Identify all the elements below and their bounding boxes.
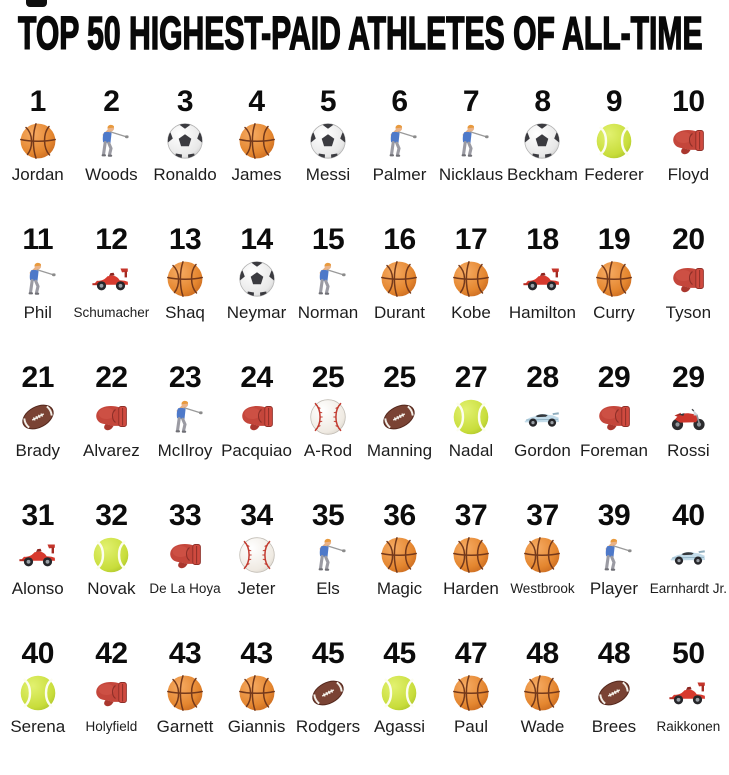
- athlete-name: Messi: [305, 165, 351, 184]
- athlete-name: Giannis: [227, 717, 286, 736]
- athlete-name: Pacquiao: [221, 441, 292, 460]
- athlete-rank: 28: [526, 361, 559, 394]
- athlete-rank: 4: [248, 85, 265, 118]
- athlete-cell: [2, 636, 73, 774]
- athlete-cell: [292, 360, 364, 498]
- athlete-cell: [435, 360, 506, 498]
- football-icon: [18, 397, 58, 437]
- athlete-name: Tyson: [665, 303, 712, 322]
- tennis-icon: [451, 397, 491, 437]
- soccer-icon: [165, 121, 205, 161]
- athlete-cell: [364, 498, 435, 636]
- athlete-name: Alvarez: [83, 441, 140, 460]
- athlete-name: Paul: [453, 717, 488, 736]
- athlete-cell: [578, 498, 650, 636]
- athletes-grid: [0, 72, 729, 774]
- athlete-name: Novak: [87, 579, 136, 598]
- athlete-rank: 3: [176, 85, 194, 118]
- basketball-icon: [522, 535, 562, 575]
- tennis-icon: [379, 673, 419, 713]
- athlete-rank: 12: [95, 223, 128, 256]
- athlete-rank: 48: [526, 637, 559, 670]
- basketball-icon: [379, 535, 419, 575]
- baseball-icon: [308, 397, 348, 437]
- athlete-name: Agassi: [373, 717, 425, 736]
- athlete-rank: 15: [311, 223, 345, 256]
- athlete-cell: [292, 84, 364, 222]
- athlete-name: Curry: [593, 303, 635, 322]
- basketball-icon: [451, 259, 491, 299]
- athlete-name: Nicklaus: [438, 165, 504, 184]
- basketball-icon: [451, 535, 491, 575]
- athlete-name: Brees: [591, 717, 637, 736]
- athlete-cell: [149, 636, 220, 774]
- athlete-cell: [2, 222, 73, 360]
- athlete-name: Earnhardt Jr.: [649, 581, 727, 596]
- athlete-cell: [73, 84, 149, 222]
- athlete-name: McIlroy: [157, 441, 213, 460]
- golfer-icon: [379, 121, 419, 161]
- basketball-icon: [594, 259, 634, 299]
- golfer-icon: [165, 397, 205, 437]
- athlete-rank: 35: [311, 499, 345, 532]
- athlete-rank: 43: [168, 637, 202, 670]
- athlete-cell: [507, 222, 578, 360]
- athlete-name: Gordon: [514, 441, 571, 460]
- athlete-rank: 36: [383, 499, 416, 532]
- athlete-rank: 48: [597, 637, 631, 670]
- athlete-name: Garnett: [156, 717, 214, 736]
- athlete-rank: 32: [95, 499, 128, 532]
- basketball-icon: [237, 673, 277, 713]
- boxing-glove-icon: [237, 397, 277, 437]
- athlete-rank: 33: [168, 499, 202, 532]
- athlete-cell: [650, 636, 727, 774]
- racing-car-icon: [91, 259, 131, 299]
- tennis-icon: [18, 673, 58, 713]
- athlete-rank: 37: [454, 499, 488, 532]
- boxing-glove-icon: [594, 397, 634, 437]
- athlete-cell: [650, 222, 727, 360]
- athlete-cell: [578, 636, 650, 774]
- athlete-rank: 50: [672, 637, 705, 670]
- athlete-rank: 9: [605, 85, 623, 118]
- athlete-rank: 2: [103, 85, 120, 118]
- athlete-cell: [221, 636, 292, 774]
- athlete-name: Jordan: [11, 165, 64, 184]
- athlete-rank: 20: [672, 223, 705, 256]
- racing-car-icon: [668, 673, 708, 713]
- athlete-rank: 13: [168, 223, 202, 256]
- basketball-icon: [165, 259, 205, 299]
- athlete-cell: [507, 498, 578, 636]
- athlete-rank: 10: [672, 85, 705, 118]
- athlete-rank: 45: [383, 637, 416, 670]
- basketball-icon: [379, 259, 419, 299]
- boxing-glove-icon: [668, 121, 708, 161]
- athlete-name: Durant: [373, 303, 425, 322]
- athlete-name: Woods: [85, 165, 138, 184]
- athlete-rank: 37: [526, 499, 559, 532]
- golfer-icon: [308, 535, 348, 575]
- athlete-name: Alonso: [11, 579, 64, 598]
- athlete-name: Federer: [584, 165, 644, 184]
- tennis-icon: [594, 121, 634, 161]
- athlete-name: Els: [316, 579, 340, 598]
- athlete-name: Brady: [15, 441, 60, 460]
- athlete-name: Ronaldo: [153, 165, 217, 184]
- athlete-rank: 6: [391, 85, 408, 118]
- athlete-rank: 40: [672, 499, 705, 532]
- athlete-name: Schumacher: [73, 305, 150, 320]
- athlete-cell: [578, 222, 650, 360]
- athlete-name: Magic: [376, 579, 423, 598]
- athlete-rank: 47: [454, 637, 488, 670]
- athlete-cell: [149, 222, 220, 360]
- golfer-icon: [594, 535, 634, 575]
- athlete-rank: 18: [526, 223, 559, 256]
- header: [0, 0, 729, 72]
- baseball-icon: [237, 535, 277, 575]
- soccer-icon: [308, 121, 348, 161]
- athlete-cell: [149, 498, 220, 636]
- cropped-glyph: [26, 0, 47, 7]
- athlete-name: Serena: [10, 717, 66, 736]
- athlete-rank: 16: [383, 223, 416, 256]
- page-title: TOP 50 HIGHEST-PAID ATHLETES OF ALL-TIME: [18, 7, 703, 60]
- athlete-cell: [507, 84, 578, 222]
- athlete-name: Jeter: [237, 579, 276, 598]
- athlete-name: James: [231, 165, 282, 184]
- athlete-rank: 23: [168, 361, 202, 394]
- athlete-cell: [2, 84, 73, 222]
- athlete-rank: 40: [21, 637, 54, 670]
- athlete-rank: 29: [597, 361, 631, 394]
- boxing-glove-icon: [668, 259, 708, 299]
- basketball-icon: [451, 673, 491, 713]
- athlete-name: De La Hoya: [149, 581, 221, 596]
- tennis-icon: [91, 535, 131, 575]
- athlete-cell: [292, 498, 364, 636]
- athlete-cell: [364, 360, 435, 498]
- boxing-glove-icon: [91, 397, 131, 437]
- athlete-cell: [292, 222, 364, 360]
- athlete-cell: [364, 222, 435, 360]
- athlete-name: A-Rod: [303, 441, 353, 460]
- athlete-cell: [435, 222, 506, 360]
- athlete-name: Rodgers: [295, 717, 361, 736]
- athlete-name: Kobe: [451, 303, 491, 322]
- athlete-cell: [507, 360, 578, 498]
- athlete-rank: 5: [319, 85, 337, 118]
- athlete-rank: 24: [240, 361, 273, 394]
- athlete-cell: [578, 84, 650, 222]
- athlete-name: Foreman: [579, 441, 648, 460]
- athlete-name: Holyfield: [85, 719, 138, 734]
- athlete-rank: 42: [95, 637, 128, 670]
- athlete-name: Palmer: [372, 165, 427, 184]
- athlete-cell: [221, 360, 292, 498]
- athlete-name: Raikkonen: [656, 719, 721, 734]
- athlete-cell: [149, 360, 220, 498]
- athlete-rank: 25: [311, 361, 345, 394]
- athlete-rank: 34: [240, 499, 273, 532]
- athlete-cell: [650, 498, 727, 636]
- athlete-name: Neymar: [226, 303, 287, 322]
- athlete-name: Wade: [520, 717, 565, 736]
- soccer-icon: [237, 259, 277, 299]
- motorcycle-icon: [668, 397, 708, 437]
- athlete-cell: [364, 84, 435, 222]
- athlete-rank: 39: [597, 499, 631, 532]
- racing-car-icon: [522, 259, 562, 299]
- athlete-rank: 8: [534, 85, 551, 118]
- athlete-rank: 21: [21, 361, 54, 394]
- golfer-icon: [91, 121, 131, 161]
- athlete-name: Nadal: [448, 441, 494, 460]
- golfer-icon: [308, 259, 348, 299]
- athlete-rank: 7: [462, 85, 480, 118]
- basketball-icon: [522, 673, 562, 713]
- athlete-cell: [507, 636, 578, 774]
- athlete-rank: 27: [454, 361, 488, 394]
- athlete-rank: 25: [383, 361, 416, 394]
- athlete-cell: [73, 360, 149, 498]
- athlete-rank: 17: [454, 223, 488, 256]
- stock-car-icon: [668, 535, 708, 575]
- basketball-icon: [165, 673, 205, 713]
- athlete-cell: [364, 636, 435, 774]
- athlete-cell: [221, 498, 292, 636]
- athlete-cell: [650, 84, 727, 222]
- basketball-icon: [18, 121, 58, 161]
- athlete-rank: 1: [29, 85, 46, 118]
- football-icon: [308, 673, 348, 713]
- golfer-icon: [451, 121, 491, 161]
- athlete-rank: 19: [597, 223, 631, 256]
- athlete-rank: 14: [240, 223, 273, 256]
- athlete-rank: 11: [22, 223, 54, 256]
- athlete-name: Beckham: [507, 165, 578, 184]
- athlete-cell: [435, 636, 506, 774]
- athlete-name: Manning: [366, 441, 433, 460]
- athlete-cell: [292, 636, 364, 774]
- athlete-cell: [73, 498, 149, 636]
- racing-car-icon: [18, 535, 58, 575]
- athlete-cell: [650, 360, 727, 498]
- athlete-cell: [435, 498, 506, 636]
- boxing-glove-icon: [91, 673, 131, 713]
- football-icon: [594, 673, 634, 713]
- athlete-cell: [578, 360, 650, 498]
- athlete-cell: [2, 360, 73, 498]
- athlete-name: Hamilton: [508, 303, 576, 322]
- athlete-rank: 31: [21, 499, 54, 532]
- athlete-cell: [149, 84, 220, 222]
- athlete-cell: [73, 636, 149, 774]
- football-icon: [379, 397, 419, 437]
- athlete-rank: 29: [672, 361, 705, 394]
- athlete-rank: 45: [311, 637, 345, 670]
- athlete-cell: [435, 84, 506, 222]
- boxing-glove-icon: [165, 535, 205, 575]
- athlete-rank: 43: [240, 637, 273, 670]
- stock-car-icon: [522, 397, 562, 437]
- athlete-name: Harden: [443, 579, 499, 598]
- athlete-cell: [221, 84, 292, 222]
- soccer-icon: [522, 121, 562, 161]
- basketball-icon: [237, 121, 277, 161]
- athlete-name: Phil: [23, 303, 52, 322]
- athlete-name: Norman: [297, 303, 359, 322]
- athlete-name: Shaq: [165, 303, 205, 322]
- athlete-name: Player: [589, 579, 639, 598]
- athlete-name: Westbrook: [510, 581, 575, 596]
- athlete-cell: [2, 498, 73, 636]
- athlete-name: Rossi: [667, 441, 710, 460]
- golfer-icon: [18, 259, 58, 299]
- athlete-cell: [221, 222, 292, 360]
- athlete-rank: 22: [95, 361, 128, 394]
- athlete-name: Floyd: [667, 165, 710, 184]
- athlete-cell: [73, 222, 149, 360]
